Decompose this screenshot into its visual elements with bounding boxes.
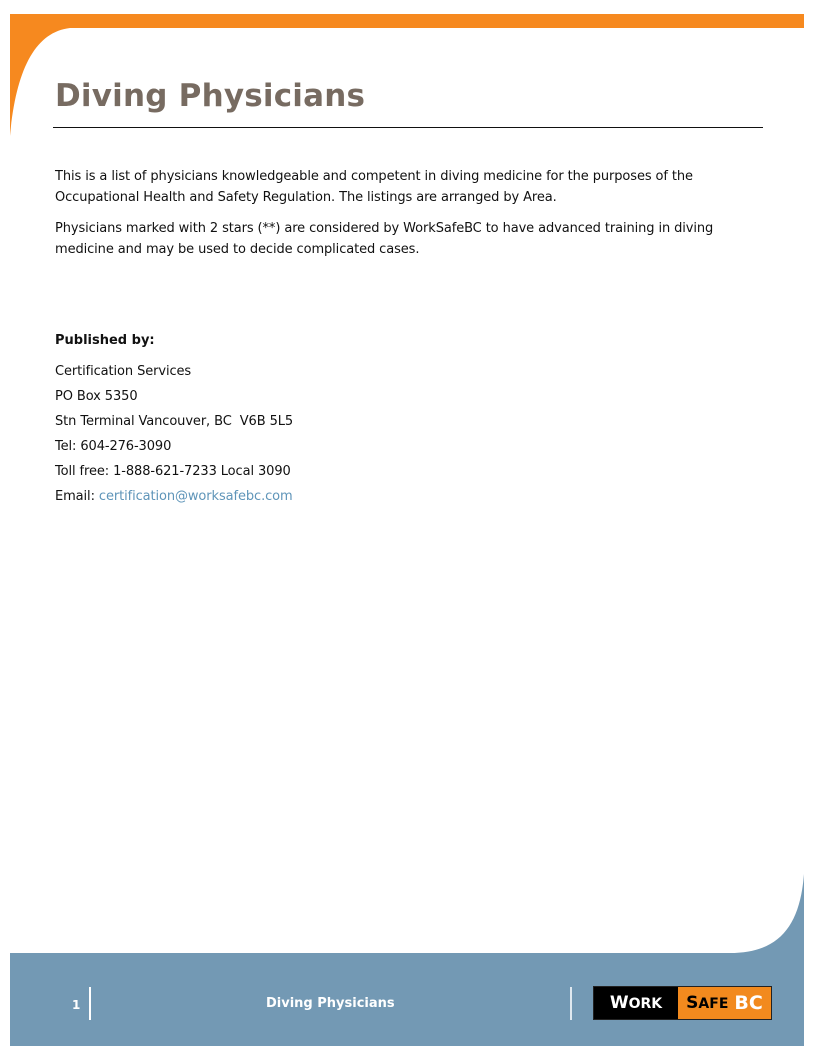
- publisher-heading: Published by:: [55, 333, 155, 348]
- logo-work-text: [610, 993, 662, 1013]
- logo-safe-rest: AFE: [698, 996, 729, 1012]
- publisher-block: [55, 330, 455, 509]
- page-number: 1: [72, 998, 81, 1012]
- email-label: Email:: [55, 489, 99, 504]
- footer-document-title: Diving Physicians: [266, 996, 395, 1011]
- publisher-email-line: [55, 484, 455, 509]
- publisher-po-box: PO Box 5350: [55, 389, 138, 404]
- publisher-address: Stn Terminal Vancouver, BC V6B 5L5: [55, 414, 294, 429]
- logo-work-section: [594, 987, 678, 1019]
- logo-work-rest: ORK: [628, 996, 663, 1012]
- intro-section: [55, 166, 755, 270]
- email-link[interactable]: certification@worksafebc.com: [98, 489, 293, 504]
- logo-safe-initial: S: [686, 993, 699, 1013]
- logo-safe-bc-section: [678, 987, 771, 1019]
- worksafebc-logo: [593, 986, 772, 1020]
- publisher-telephone: Tel: 604-276-3090: [55, 439, 172, 454]
- logo-work-initial: W: [609, 993, 629, 1013]
- publisher-organization: Certification Services: [55, 364, 192, 379]
- intro-paragraph: This is a list of physicians knowledgeable and competent in diving medicine for the purposes of the Occupational Health and Safety Regulation. The listings are arranged by Area.: [55, 169, 693, 205]
- page-title: Diving Physicians: [55, 78, 366, 114]
- title-divider: [53, 127, 763, 128]
- footer-separator: [570, 987, 572, 1020]
- footer-separator: [89, 987, 91, 1020]
- stars-note-paragraph: Physicians marked with 2 stars (**) are considered by WorkSafeBC to have advanced training in diving medicine and may be used to decide complicated cases.: [55, 221, 714, 257]
- publisher-toll-free: Toll free: 1-888-621-7233 Local 3090: [55, 464, 291, 479]
- logo-bc-text: BC: [734, 992, 763, 1014]
- logo-safe-text: [686, 993, 728, 1013]
- header-orange-swoosh: [0, 0, 816, 140]
